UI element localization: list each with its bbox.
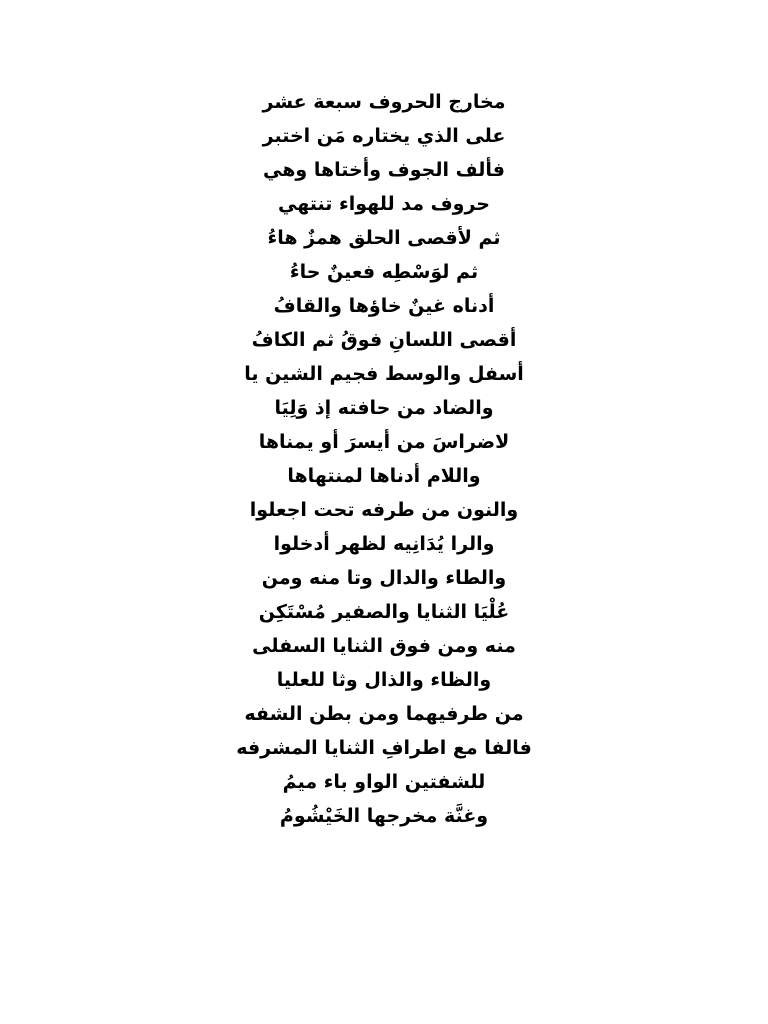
verse-line-15: والطاء والدال وتا منه ومن (261, 567, 507, 589)
verse-line-12: واللام أدناها لمنتهاها (287, 465, 481, 487)
verse-line-7: أدناه غينٌ خاؤها والقافُ (273, 295, 495, 317)
verse-line-6: ثم لوَسْطِه فعينٌ حاءُ (289, 261, 479, 283)
verse-line-5: ثم لأقصى الحلق همزٌ هاءُ (267, 227, 501, 249)
verse-line-18: والظاء والذال وثا للعليا (276, 669, 492, 691)
verse-line-14: والرا يُدَانِيه لظهر أدخلوا (273, 533, 495, 555)
verse-line-20: فالفا مع اطرافِ الثنايا المشرفه (236, 737, 532, 759)
verse-line-11: لاضراسَ من أيسرَ أو يمناها (258, 431, 510, 453)
verse-line-16: عُلْيَا الثنايا والصفير مُسْتَكِن (258, 601, 510, 623)
verse-line-9: أسفل والوسط فجيم الشين يا (244, 363, 524, 385)
verse-line-10: والضاد من حافته إذ وَلِيَا (274, 397, 494, 419)
verse-line-8: أقصى اللسانِ فوقُ ثم الكافُ (251, 329, 517, 351)
poem-text (0, 85, 768, 833)
verse-line-13: والنون من طرفه تحت اجعلوا (249, 499, 519, 521)
verse-line-19: من طرفيهما ومن بطن الشفه (244, 703, 524, 725)
verse-line-4: حروف مد للهواء تنتهي (278, 193, 490, 215)
verse-line-3: فألف الجوف وأختاها وهي (263, 159, 505, 181)
verse-line-2: على الذي يختاره مَن اختبر (262, 125, 506, 147)
verse-line-21: للشفتين الواو باء ميمُ (282, 771, 486, 793)
verse-line-22: وغنَّة مخرجها الخَيْشُومُ (279, 805, 489, 827)
verse-line-1: مخارج الحروف سبعة عشر (262, 91, 506, 113)
verse-line-17: منه ومن فوق الثنايا السفلى (252, 635, 516, 657)
